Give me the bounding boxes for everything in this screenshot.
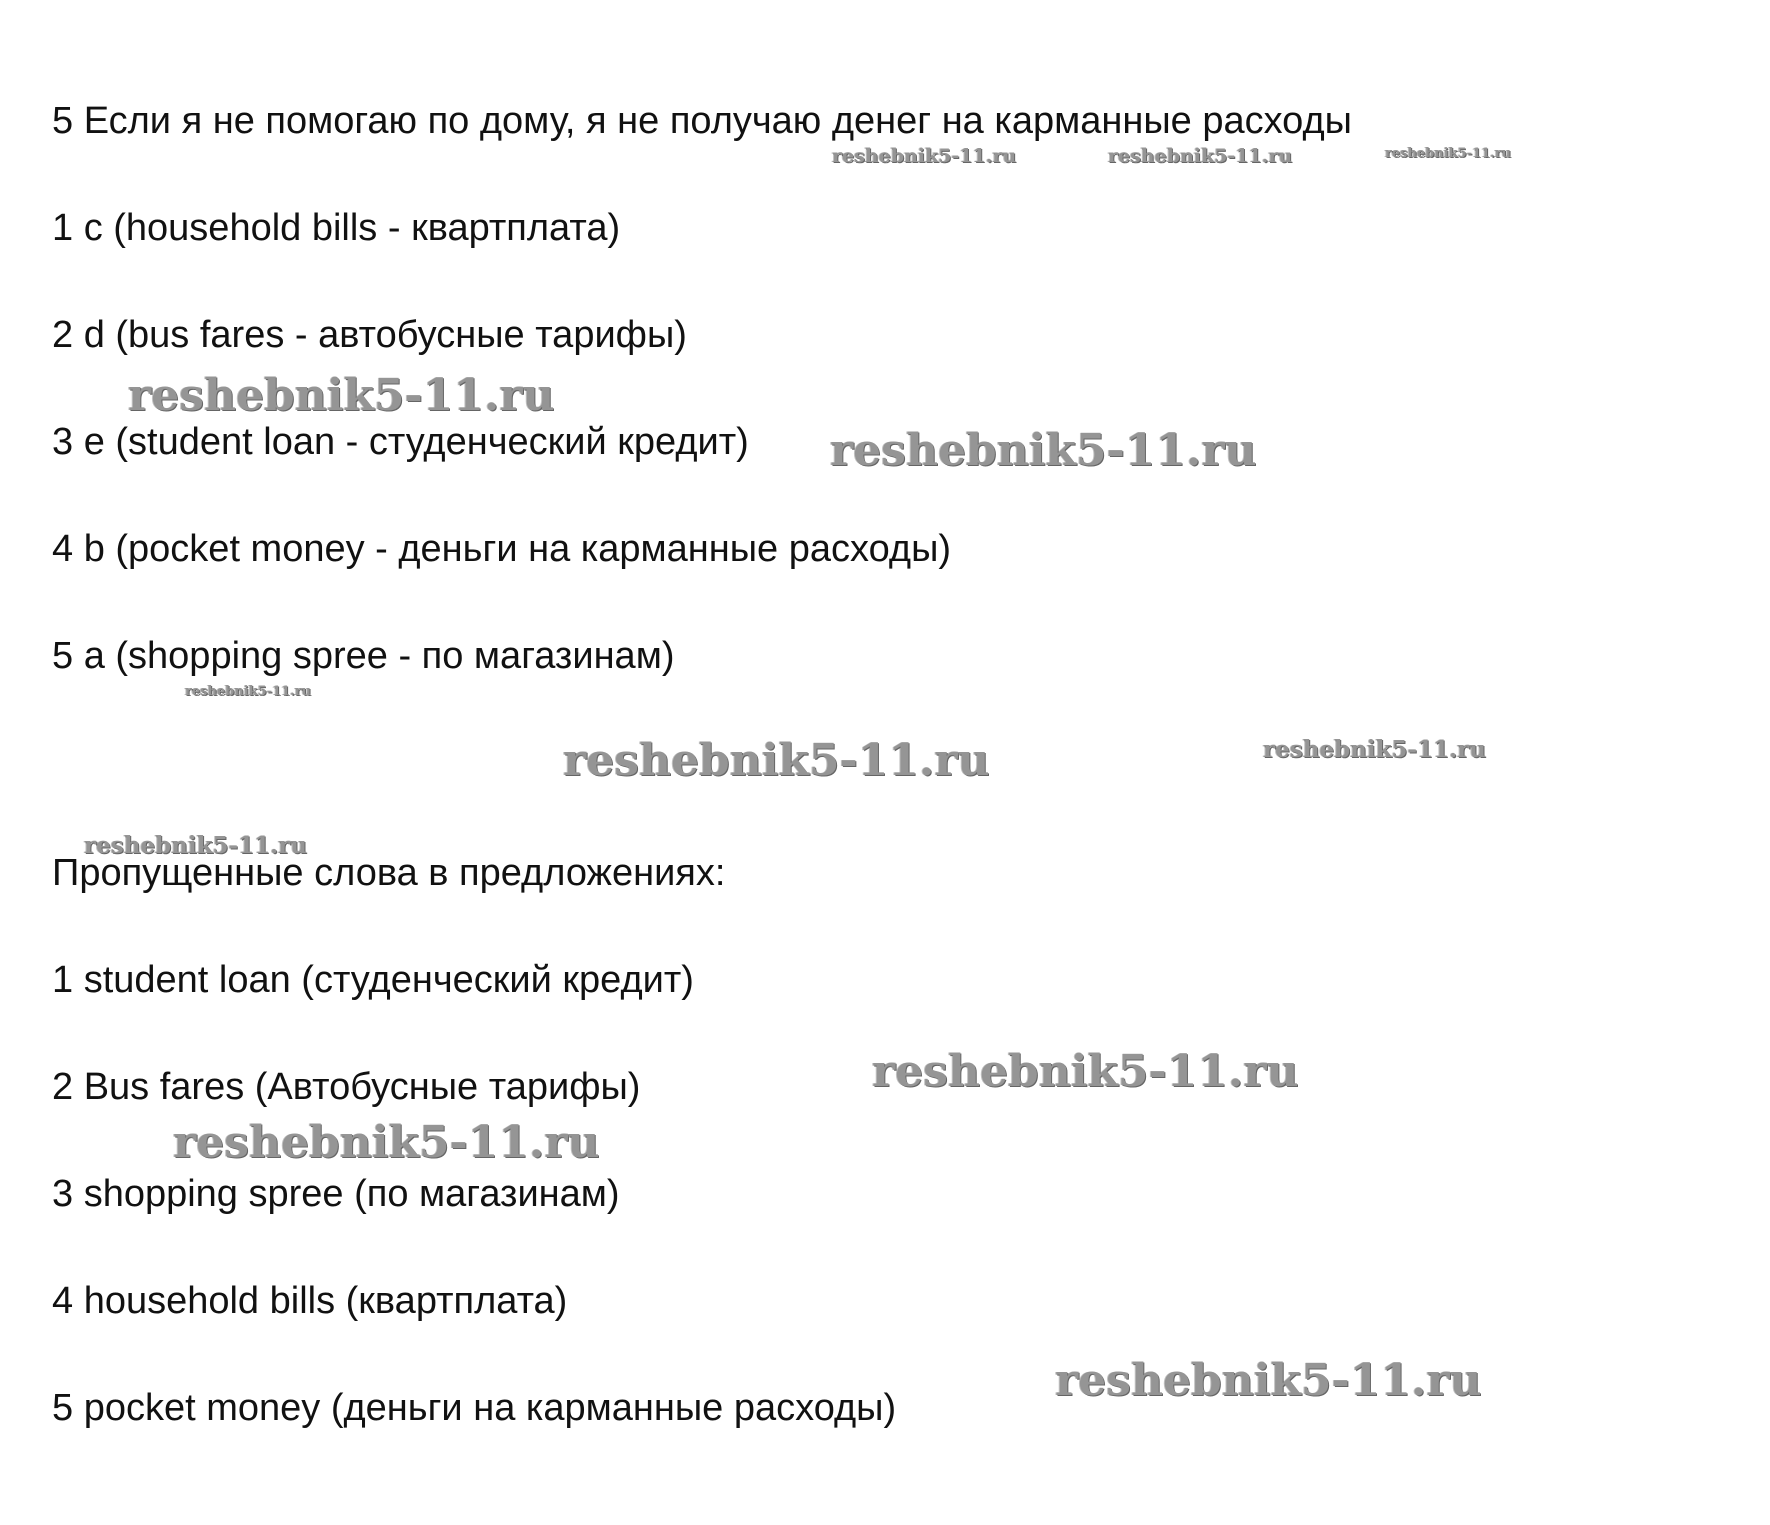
text-line-6: 5 a (shopping spree - по магазинам): [52, 635, 675, 677]
watermark: reshebnik5-11.ru: [128, 370, 555, 421]
text-line-8: 2 Bus fares (Автобусные тарифы): [52, 1066, 641, 1108]
text-line-11: 5 pocket money (деньги на карманные расходы): [52, 1387, 897, 1429]
watermark: reshebnik5-11.ru: [830, 425, 1257, 476]
watermark: reshebnik5-11.ru: [1263, 736, 1486, 763]
watermark: reshebnik5-11.ru: [1385, 146, 1512, 161]
watermark: reshebnik5-11.ru: [173, 1117, 600, 1168]
watermark: reshebnik5-11.ru: [872, 1046, 1299, 1097]
watermark: reshebnik5-11.ru: [563, 735, 990, 786]
watermark: reshebnik5-11.ru: [84, 832, 307, 859]
text-line-10: 4 household bills (квартплата): [52, 1280, 568, 1322]
watermark: reshebnik5-11.ru: [185, 684, 312, 699]
watermark: reshebnik5-11.ru: [832, 145, 1017, 167]
text-line-9: 3 shopping spree (по магазинам): [52, 1173, 620, 1215]
text-line-7: 1 student loan (студенческий кредит): [52, 959, 694, 1001]
text-line-5: 4 b (pocket money - деньги на карманные расходы): [52, 528, 952, 570]
text-line-3: 2 d (bus fares - автобусные тарифы): [52, 314, 687, 356]
text-line-2: 1 c (household bills - квартплата): [52, 207, 621, 249]
text-line-1: 5 Если я не помогаю по дому, я не получаю денег на карманные расходы: [52, 100, 1352, 142]
watermark: reshebnik5-11.ru: [1108, 145, 1293, 167]
section-heading: Пропущенные слова в предложениях:: [52, 852, 726, 894]
text-line-4: 3 e (student loan - студенческий кредит): [52, 421, 749, 463]
watermark: reshebnik5-11.ru: [1055, 1355, 1482, 1406]
